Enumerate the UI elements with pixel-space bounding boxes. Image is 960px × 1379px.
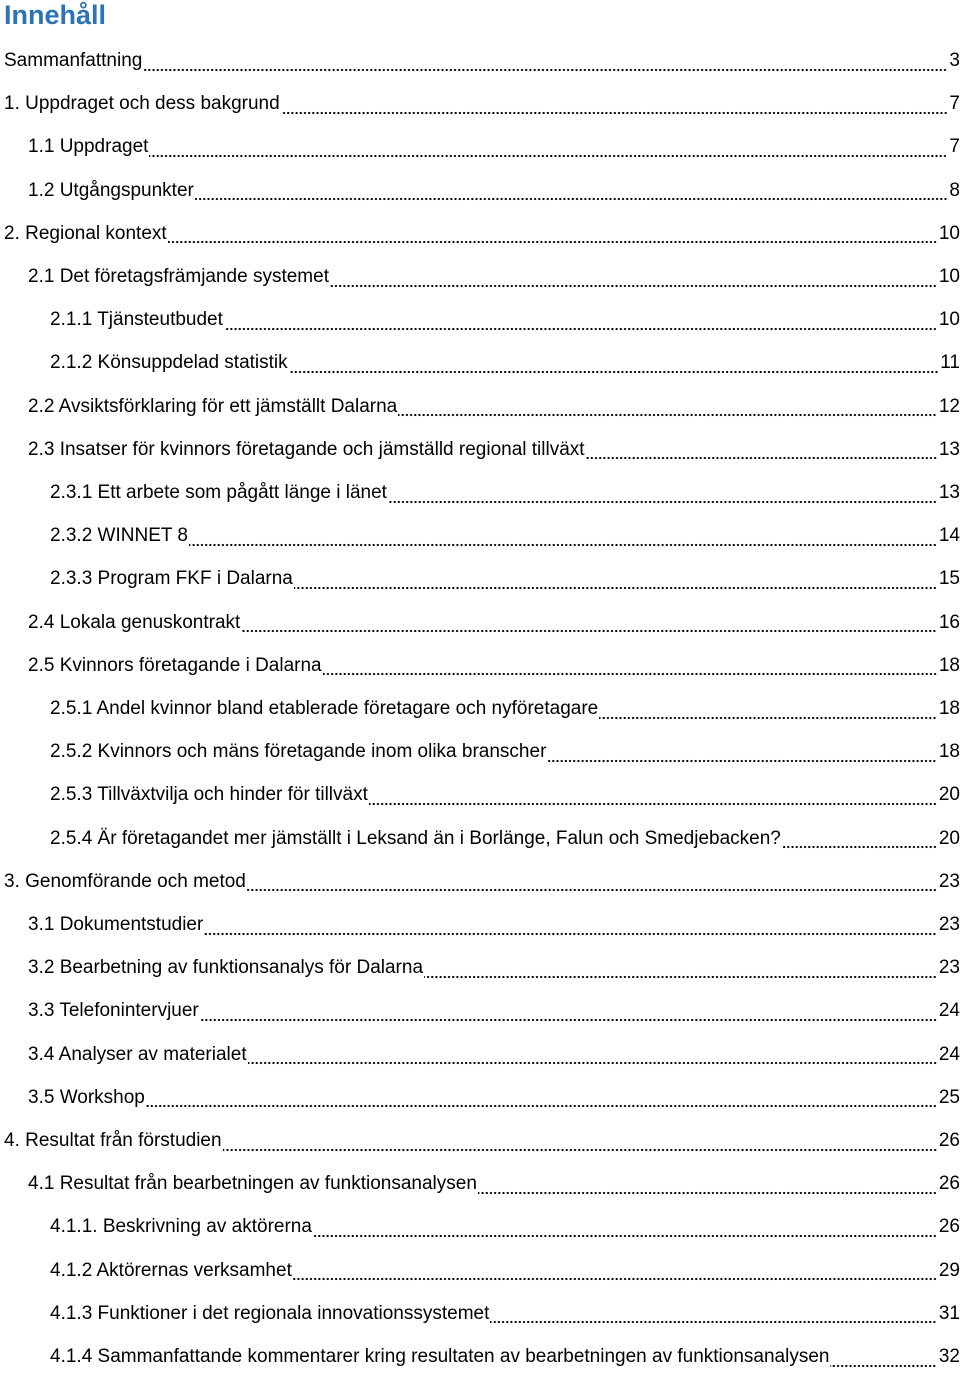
toc-entry[interactable] [0, 688, 960, 731]
toc-entry-title: 4.1.2 Aktörernas verksamhet [50, 1259, 292, 1281]
dot-leader [294, 585, 937, 591]
toc-entry[interactable] [0, 601, 960, 644]
toc-entry-page-number: 25 [938, 1086, 960, 1108]
toc-entry[interactable] [0, 1249, 960, 1292]
toc-entry[interactable] [0, 40, 960, 83]
toc-entry[interactable] [0, 860, 960, 903]
toc-entry-title: 4.1.3 Funktioner i det regionala innovationssystemet [50, 1302, 490, 1324]
toc-entry-page-number: 3 [949, 50, 960, 71]
toc-entry[interactable] [0, 126, 960, 169]
toc-entry[interactable] [0, 1033, 960, 1076]
toc-entry[interactable] [0, 428, 960, 471]
toc-entry[interactable] [0, 731, 960, 774]
dot-leader [200, 1017, 937, 1023]
toc-entry-title: 2.5.1 Andel kvinnor bland etablerade företagare och nyföretagare [50, 698, 599, 719]
toc-entry[interactable] [0, 472, 960, 515]
toc-entry-title: 4. Resultat från förstudien [4, 1130, 222, 1151]
toc-entry-title: 2.3.2 WINNET 8 [50, 525, 188, 547]
toc-entry-title: 2.3 Insatser för kvinnors företagande och jämställd regional tillväxt [28, 438, 585, 460]
dot-leader [478, 1190, 937, 1196]
toc-entry-page-number: 11 [940, 352, 960, 374]
toc-entry-page-number: 23 [938, 914, 960, 935]
dot-leader [388, 499, 937, 505]
toc-entry-title: 2.4 Lokala genuskontrakt [28, 611, 241, 633]
dot-leader [289, 369, 939, 375]
toc-entry[interactable] [0, 1163, 960, 1206]
dot-leader [247, 887, 937, 893]
toc-entry-page-number: 14 [938, 525, 960, 547]
toc-entry-title: 2.1 Det företagsfrämjande systemet [28, 266, 329, 287]
toc-entry-page-number: 32 [938, 1346, 960, 1367]
toc-entry-title: 2.5.3 Tillväxtvilja och hinder för tillväxt [50, 784, 368, 806]
toc-entry-page-number: 10 [938, 222, 960, 244]
toc-entry-page-number: 23 [938, 870, 960, 892]
toc-entry-title: Sammanfattning [4, 50, 143, 71]
dot-leader [168, 239, 937, 245]
toc-entry-title: 2.2 Avsiktsförklaring för ett jämställt Dalarna [28, 395, 398, 417]
toc-entry-page-number: 15 [938, 568, 960, 590]
toc-entry[interactable] [0, 1120, 960, 1163]
toc-entry-title: 2.3.3 Program FKF i Dalarna [50, 568, 293, 590]
dot-leader [293, 1276, 937, 1282]
toc-entry[interactable] [0, 644, 960, 687]
toc-entry-title: 2.3.1 Ett arbete som pågått länge i länet [50, 482, 387, 503]
toc-entry-page-number: 29 [938, 1259, 960, 1281]
dot-leader [143, 67, 947, 73]
dot-leader [189, 542, 937, 548]
toc-entry-title: 3.2 Bearbetning av funktionsanalys för Dalarna [28, 957, 424, 979]
toc-entry-page-number: 31 [938, 1302, 960, 1324]
toc-entry-page-number: 13 [938, 438, 960, 460]
toc-entry[interactable] [0, 212, 960, 255]
dot-leader [830, 1363, 936, 1369]
toc-entry-page-number: 18 [938, 741, 960, 763]
dot-leader [204, 931, 937, 937]
toc-entry-title: 1. Uppdraget och dess bakgrund [4, 93, 280, 115]
dot-leader [223, 1147, 937, 1153]
dot-leader [398, 412, 937, 418]
toc-entry-title: 3.4 Analyser av materialet [28, 1043, 247, 1065]
dot-leader [490, 1319, 936, 1325]
dot-leader [224, 326, 937, 332]
dot-leader [369, 801, 937, 807]
toc-entry[interactable] [0, 1336, 960, 1379]
toc-entry[interactable] [0, 947, 960, 990]
dot-leader [599, 715, 937, 721]
toc-entry-page-number: 26 [938, 1130, 960, 1151]
toc-entry-title: 2.1.2 Könsuppdelad statistik [50, 352, 288, 374]
dot-leader [248, 1060, 937, 1066]
toc-entry[interactable] [0, 299, 960, 342]
dot-leader [330, 283, 937, 289]
toc-entry-page-number: 20 [938, 827, 960, 849]
toc-heading: Innehåll [4, 0, 107, 30]
toc-entry-title: 3.3 Telefonintervjuer [28, 1000, 199, 1022]
toc-entry-page-number: 10 [938, 309, 960, 331]
toc-entry-title: 2.5 Kvinnors företagande i Dalarna [28, 654, 322, 676]
toc-entry[interactable] [0, 385, 960, 428]
toc-entry[interactable] [0, 904, 960, 947]
toc-entry-page-number: 26 [938, 1173, 960, 1195]
toc-entry-page-number: 13 [938, 482, 960, 503]
toc-entry-title: 1.2 Utgångspunkter [28, 179, 194, 201]
toc-entry-page-number: 23 [938, 957, 960, 979]
toc-entry[interactable] [0, 817, 960, 860]
dot-leader [782, 844, 937, 850]
toc-entry-page-number: 10 [938, 266, 960, 287]
toc-entry-page-number: 8 [949, 179, 960, 201]
toc-entry-page-number: 20 [938, 784, 960, 806]
dot-leader [424, 974, 937, 980]
toc-entry-page-number: 7 [949, 136, 960, 158]
toc-entry[interactable] [0, 558, 960, 601]
dot-leader [313, 1233, 937, 1239]
dot-leader [195, 196, 948, 202]
toc-entry-page-number: 16 [938, 611, 960, 633]
toc-entry-title: 2.5.4 Är företagandet mer jämställt i Leksand än i Borlänge, Falun och Smedjebacken? [50, 827, 781, 849]
dot-leader [547, 758, 936, 764]
toc-entry[interactable] [0, 83, 960, 126]
toc-entry-title: 4.1 Resultat från bearbetningen av funktionsanalysen [28, 1173, 477, 1195]
toc-entry-title: 3.1 Dokumentstudier [28, 914, 204, 935]
toc-entry[interactable] [0, 774, 960, 817]
toc-entry-title: 4.1.1. Beskrivning av aktörerna [50, 1216, 312, 1238]
toc-entry-title: 3. Genomförande och metod [4, 870, 246, 892]
toc-entry-page-number: 26 [938, 1216, 960, 1238]
toc-entry[interactable] [0, 169, 960, 212]
dot-leader [241, 628, 937, 634]
toc-entry-page-number: 7 [949, 93, 960, 115]
toc-entry-title: 3.5 Workshop [28, 1086, 145, 1108]
toc-entry[interactable] [0, 990, 960, 1033]
toc-entry[interactable] [0, 515, 960, 558]
toc-entry[interactable] [0, 1076, 960, 1119]
dot-leader [586, 455, 937, 461]
toc-entry[interactable] [0, 256, 960, 299]
toc-entry-title: 2.1.1 Tjänsteutbudet [50, 309, 223, 331]
dot-leader [281, 110, 948, 116]
toc-entry-page-number: 18 [938, 654, 960, 676]
toc-entry-title: 2.5.2 Kvinnors och mäns företagande inom olika branscher [50, 741, 547, 763]
toc-entry-title: 1.1 Uppdraget [28, 136, 149, 158]
toc-entry-page-number: 24 [938, 1043, 960, 1065]
toc-entry-title: 2. Regional kontext [4, 222, 167, 244]
toc-entry[interactable] [0, 1292, 960, 1335]
dot-leader [146, 1103, 937, 1109]
toc-entry[interactable] [0, 342, 960, 385]
toc-entry-page-number: 18 [938, 698, 960, 719]
toc-entry-page-number: 24 [938, 1000, 960, 1022]
toc-entry-page-number: 12 [938, 395, 960, 417]
dot-leader [149, 153, 947, 159]
toc-entry-title: 4.1.4 Sammanfattande kommentarer kring resultaten av bearbetningen av funktionsanalysen [50, 1346, 830, 1367]
toc-entry[interactable] [0, 1206, 960, 1249]
dot-leader [323, 671, 937, 677]
